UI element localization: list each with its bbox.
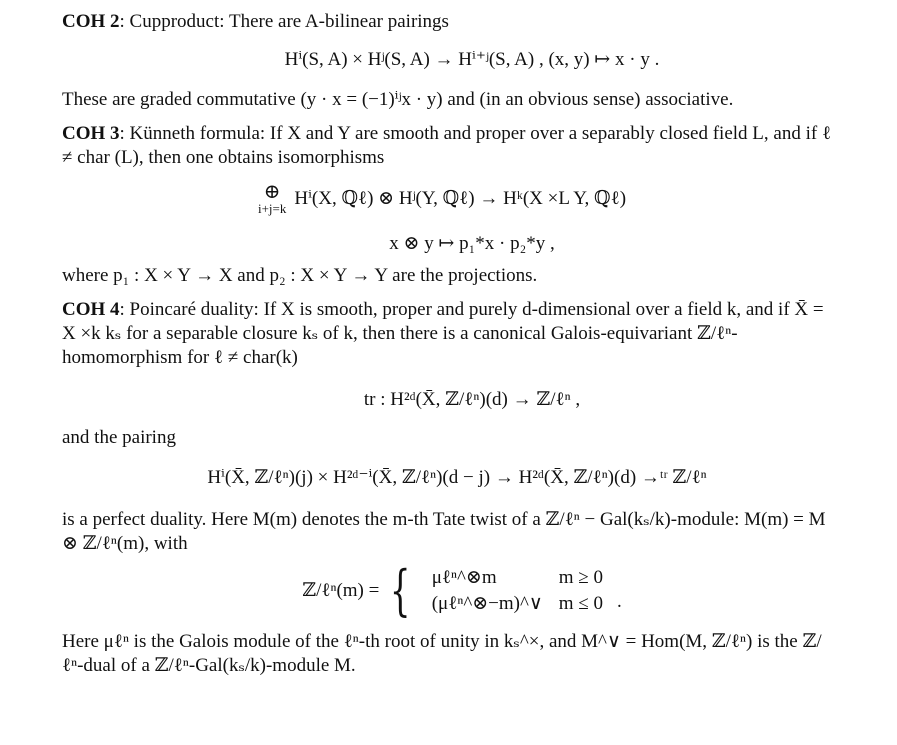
tate-twist-cases <box>62 559 842 622</box>
cases-table <box>424 565 611 617</box>
direct-sum-operator <box>258 182 286 216</box>
case-value: μℓⁿ^⊗m <box>431 567 497 588</box>
cases-end: . <box>617 591 622 612</box>
coh3-label: COH 3 <box>62 123 120 144</box>
case-row <box>424 591 611 617</box>
coh4-pairing-formula: Hⁱ(X̄, ℤ/ℓⁿ)(j) × H²ᵈ⁻ⁱ(X̄, ℤ/ℓⁿ)(d − j) → H²ᵈ(X̄, ℤ/ℓⁿ)(d) →ᵗʳ ℤ/ℓⁿ <box>207 467 707 488</box>
coh2-label: COH 2 <box>62 11 120 32</box>
direct-sum-symbol: ⊕ <box>263 181 281 203</box>
coh3-formula2: x ⊗ y ↦ p₁*x · p₂*y , <box>389 233 555 254</box>
case-condition: m ≥ 0 <box>558 567 604 588</box>
coh2-formula: Hⁱ(S, A) × Hʲ(S, A) → Hⁱ⁺ʲ(S, A) , (x, y) ↦ x · y . <box>284 49 660 70</box>
case-value: (μℓⁿ^⊗−m)^∨ <box>431 593 543 614</box>
coh4-trace-formula: tr : H²ᵈ(X̄, ℤ/ℓⁿ)(d) → ℤ/ℓⁿ , <box>363 389 581 410</box>
coh4-mid: and the pairing <box>62 427 176 448</box>
case-row <box>424 565 611 591</box>
coh4-label: COH 4 <box>62 299 120 320</box>
coh2-intro: : Cupproduct: There are A-bilinear pairings <box>119 11 449 32</box>
coh3-paragraph <box>62 122 842 170</box>
cases-lhs: ℤ/ℓⁿ(m) = <box>302 580 380 601</box>
coh3-formula1-row <box>62 182 842 216</box>
coh3-intro: : Künneth formula: If X and Y are smooth and proper over a separably closed field L, and if ℓ ≠ char (L), then one obtains isomorphisms <box>62 123 832 168</box>
coh4-after: is a perfect duality. Here M(m) denotes the m-th Tate twist of a ℤ/ℓⁿ − Gal(kₛ/k)-module: M(m) = M ⊗ ℤ/ℓⁿ(m), with <box>62 509 826 554</box>
coh4-final: Here μℓⁿ is the Galois module of the ℓⁿ-th root of unity in kₛ^×, and M^∨ = Hom(M, ℤ/ℓⁿ) is the ℤ/ℓⁿ-dual of a ℤ/ℓⁿ-Gal(kₛ/k)-module M. <box>62 631 822 676</box>
coh3-after: where p₁ : X × Y → X and p₂ : X × Y → Y are the projections. <box>62 265 538 286</box>
cases-block <box>379 559 622 622</box>
coh3-formula1: Hⁱ(X, ℚℓ) ⊗ Hʲ(Y, ℚℓ) → Hᵏ(X ×L Y, ℚℓ) <box>294 188 627 209</box>
document-page <box>62 8 842 678</box>
coh4-paragraph <box>62 298 842 370</box>
left-brace-icon: { <box>390 559 411 622</box>
coh2-paragraph <box>62 10 842 34</box>
coh2-after: These are graded commutative (y · x = (−1)ⁱʲx · y) and (in an obvious sense) associative. <box>62 89 734 110</box>
case-condition: m ≤ 0 <box>558 593 604 614</box>
direct-sum-limits: i+j=k <box>257 201 287 216</box>
coh4-intro: : Poincaré duality: If X is smooth, proper and purely d-dimensional over a field k, and if X̄ = X ×k kₛ for a separable closure kₛ of k, then there is a canonical Galois-equivariant ℤ/ℓⁿ-homomorphism for ℓ ≠ char(k) <box>62 299 824 368</box>
